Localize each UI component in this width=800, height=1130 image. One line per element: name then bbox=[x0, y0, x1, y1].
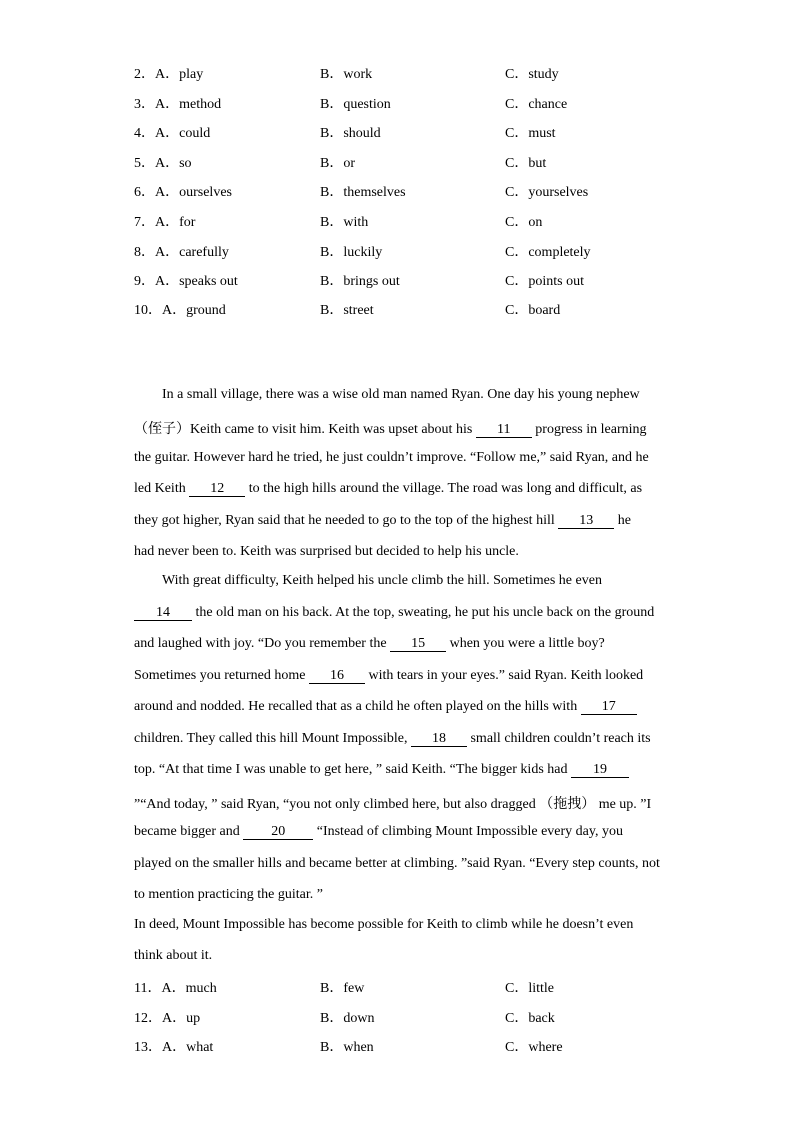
option-b: B．or bbox=[320, 156, 355, 171]
passage-line bbox=[134, 668, 674, 684]
passage-line: In a small village, there was a wise old man named Ryan. One day his young nephew bbox=[162, 387, 640, 402]
option-b: B．themselves bbox=[320, 185, 406, 200]
blank-12: 12 bbox=[189, 482, 245, 497]
option-a: 3．A．method bbox=[134, 97, 222, 112]
passage-line bbox=[134, 824, 674, 840]
option-a: 8．A．carefully bbox=[134, 245, 229, 260]
option-a: 9．A．speaks out bbox=[134, 274, 238, 289]
option-b: B．should bbox=[320, 126, 381, 141]
option-c: C．yourselves bbox=[505, 185, 589, 200]
option-c: C．on bbox=[505, 215, 543, 230]
option-b: B．luckily bbox=[320, 245, 383, 260]
option-b: B．street bbox=[320, 303, 374, 318]
passage-text: with tears in your eyes.” said Ryan. Keith looked bbox=[364, 668, 644, 683]
passage-line bbox=[134, 731, 674, 747]
passage-line: to mention practicing the guitar. ” bbox=[134, 887, 323, 902]
option-b: B．work bbox=[320, 67, 373, 82]
option-a: 4．A．could bbox=[134, 126, 211, 141]
passage-line bbox=[134, 636, 674, 652]
option-c: C．little bbox=[505, 981, 554, 996]
blank-16: 16 bbox=[309, 669, 365, 684]
option-b: B．when bbox=[320, 1040, 374, 1055]
passage-line: In deed, Mount Impossible has become possible for Keith to climb while he doesn’t even bbox=[134, 917, 634, 932]
passage-text: when you were a little boy? bbox=[446, 636, 605, 651]
option-c: C．must bbox=[505, 126, 556, 141]
option-a: 12．A．up bbox=[134, 1011, 201, 1026]
options-question-10 bbox=[134, 299, 694, 319]
passage-text: （侄子）Keith came to visit him. Keith was upset about his bbox=[134, 422, 476, 437]
passage-line: played on the smaller hills and became better at climbing. ”said Ryan. “Every step counts, not bbox=[134, 856, 660, 871]
passage-text: he bbox=[614, 513, 631, 528]
passage-text: top. “At that time I was unable to get here, ” said Keith. “The bigger kids had bbox=[134, 762, 571, 777]
passage-text: progress in learning bbox=[531, 422, 647, 437]
passage-line bbox=[134, 418, 674, 438]
passage-text: and laughed with joy. “Do you remember the bbox=[134, 636, 391, 651]
blank-14: 14 bbox=[134, 606, 192, 621]
passage-text: children. They called this hill Mount Impossible, bbox=[134, 731, 411, 746]
blank-15: 15 bbox=[390, 637, 446, 652]
option-a: 7．A．for bbox=[134, 215, 196, 230]
option-a: 10．A．ground bbox=[134, 303, 226, 318]
option-c: C．chance bbox=[505, 97, 568, 112]
options-question-12 bbox=[134, 1007, 694, 1027]
option-b: B．brings out bbox=[320, 274, 400, 289]
options-question-8 bbox=[134, 241, 694, 261]
options-question-7 bbox=[134, 211, 694, 231]
passage-line: ”“And today, ” said Ryan, “you not only climbed here, but also dragged （拖拽） me up. ”I bbox=[134, 797, 652, 812]
passage-line: the guitar. However hard he tried, he just couldn’t improve. “Follow me,” said Ryan, and he bbox=[134, 450, 649, 465]
options-question-6 bbox=[134, 181, 694, 201]
option-c: C．but bbox=[505, 156, 547, 171]
passage-line bbox=[134, 762, 674, 778]
passage-text: they got higher, Ryan said that he needed to go to the top of the highest hill bbox=[134, 513, 559, 528]
option-b: B．with bbox=[320, 215, 369, 230]
blank-20: 20 bbox=[243, 825, 313, 840]
option-a: 13．A．what bbox=[134, 1040, 214, 1055]
option-c: C．points out bbox=[505, 274, 584, 289]
option-a: 6．A．ourselves bbox=[134, 185, 232, 200]
option-b: B．down bbox=[320, 1011, 375, 1026]
passage-line: think about it. bbox=[134, 948, 213, 963]
passage-line bbox=[134, 605, 674, 621]
passage-line bbox=[134, 699, 674, 715]
option-c: C．where bbox=[505, 1040, 563, 1055]
options-question-3 bbox=[134, 93, 694, 113]
passage-text: became bigger and bbox=[134, 824, 244, 839]
passage-text: to the high hills around the village. The road was long and difficult, as bbox=[245, 481, 643, 496]
passage-text: led Keith bbox=[134, 481, 190, 496]
option-b: B．question bbox=[320, 97, 391, 112]
passage-line: had never been to. Keith was surprised but decided to help his uncle. bbox=[134, 544, 519, 559]
options-question-5 bbox=[134, 152, 694, 172]
option-a: 2．A．play bbox=[134, 67, 204, 82]
passage-text: the old man on his back. At the top, sweating, he put his uncle back on the ground bbox=[192, 605, 655, 620]
option-c: C．back bbox=[505, 1011, 555, 1026]
passage-text: small children couldn’t reach its bbox=[466, 731, 651, 746]
options-question-13 bbox=[134, 1036, 694, 1056]
passage-line bbox=[134, 481, 674, 497]
options-question-11 bbox=[134, 977, 694, 997]
blank-18: 18 bbox=[411, 732, 467, 747]
blank-19: 19 bbox=[571, 763, 629, 778]
passage-text: Sometimes you returned home bbox=[134, 668, 309, 683]
passage-line bbox=[134, 513, 674, 529]
option-c: C．board bbox=[505, 303, 561, 318]
passage-line: With great difficulty, Keith helped his uncle climb the hill. Sometimes he even bbox=[162, 573, 602, 588]
option-a: 5．A．so bbox=[134, 156, 192, 171]
option-a: 11．A．much bbox=[134, 981, 217, 996]
option-c: C．study bbox=[505, 67, 559, 82]
passage-text: around and nodded. He recalled that as a child he often played on the hills with bbox=[134, 699, 581, 714]
option-b: B．few bbox=[320, 981, 365, 996]
blank-13: 13 bbox=[558, 514, 614, 529]
passage-text: “Instead of climbing Mount Impossible every day, you bbox=[313, 824, 623, 839]
options-question-9 bbox=[134, 270, 694, 290]
options-question-2 bbox=[134, 63, 694, 83]
options-question-4 bbox=[134, 122, 694, 142]
option-c: C．completely bbox=[505, 245, 591, 260]
blank-11: 11 bbox=[476, 423, 532, 438]
blank-17: 17 bbox=[581, 700, 637, 715]
